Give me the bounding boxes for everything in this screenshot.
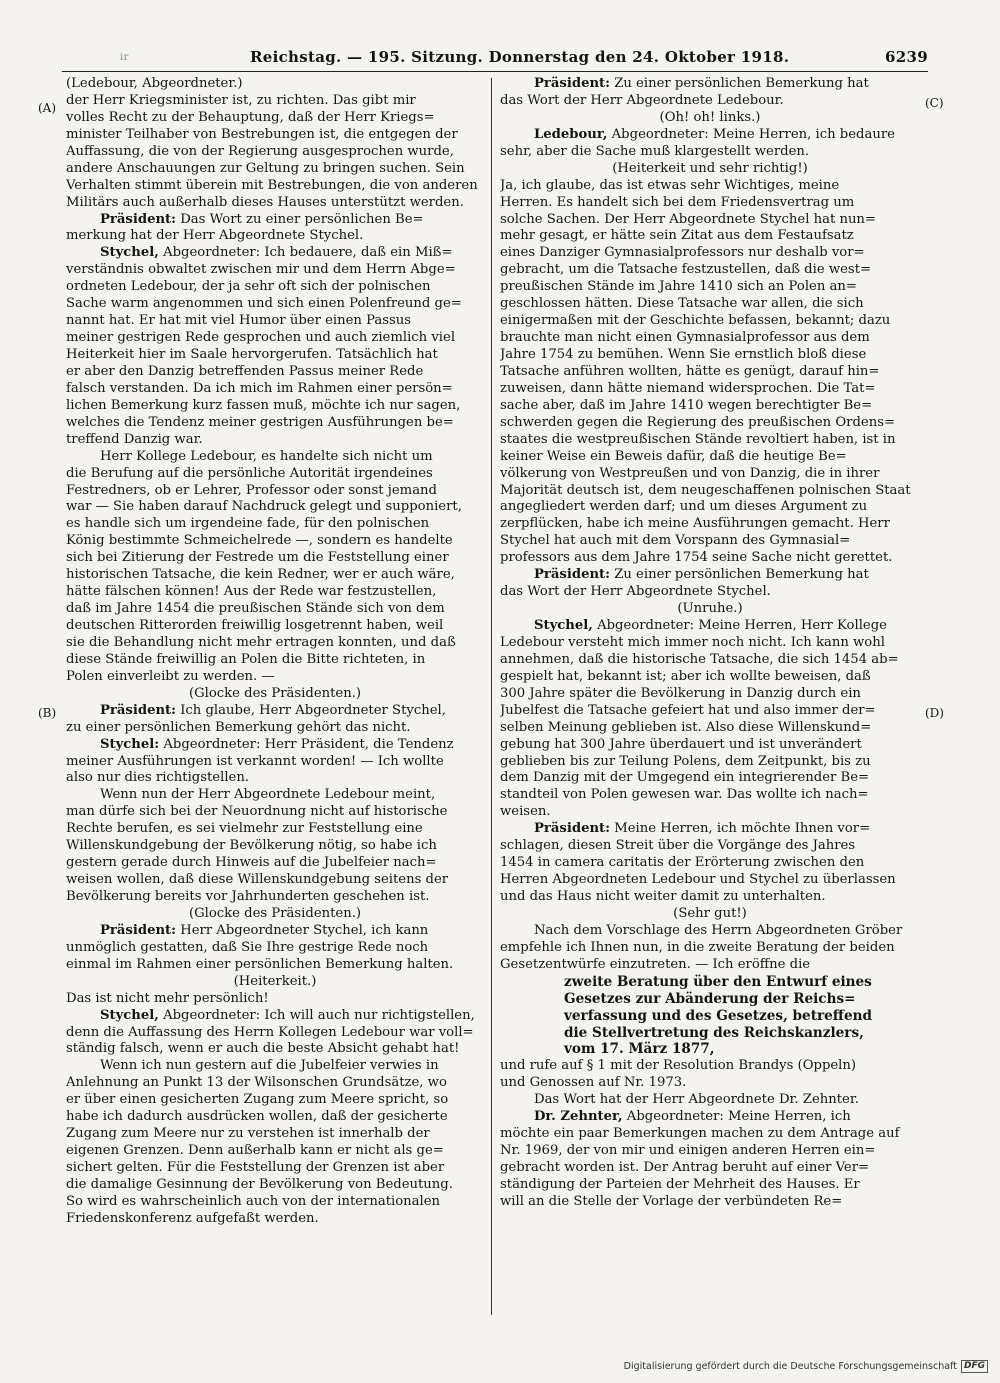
text-line: Polen einverleibt zu werden. — <box>66 668 275 684</box>
text-line: merkung hat der Herr Abgeordnete Stychel. <box>66 228 364 244</box>
right-column <box>500 76 920 1211</box>
text-line: falsch verstanden. Da ich mich im Rahmen einer persön= <box>66 380 453 396</box>
margin-letter-c: (C) <box>925 96 944 110</box>
text-line: eigenen Grenzen. Denn außerhalb kann er nicht als ge= <box>66 1143 444 1159</box>
text-line: minister Teilhaber von Bestrebungen ist, die entgegen der <box>66 126 458 142</box>
text-line: sache aber, daß im Jahre 1410 wegen berechtigter Be= <box>500 397 873 413</box>
text-line: Stychel, Abgeordneter: Ich bedauere, daß ein Miß= <box>100 245 453 261</box>
text-line: Zugang zum Meere nur zu verstehen ist innerhalb der <box>66 1126 430 1142</box>
text-line: diese Stände freiwillig an Polen die Bitte richteten, in <box>66 651 426 667</box>
text-line: Präsident: Herr Abgeordneter Stychel, ich kann <box>100 922 429 938</box>
text-line: daß im Jahre 1454 die preußischen Stände sich von dem <box>66 601 445 617</box>
speaker-name: Präsident: <box>534 567 611 583</box>
text-line: Stychel hat auch mit dem Vorspann des Gymnasial= <box>500 533 851 549</box>
text-line: Friedenskonferenz aufgefaßt werden. <box>66 1210 319 1226</box>
text-line: Präsident: Meine Herren, ich möchte Ihnen vor= <box>534 821 871 837</box>
text-line: schlagen, diesen Streit über die Vorgänge des Jahres <box>500 838 856 854</box>
text-line: Heiterkeit hier im Saale hervorgerufen. Tatsächlich hat <box>66 347 438 362</box>
text-line: keiner Weise ein Beweis dafür, daß die heutige Be= <box>500 448 847 464</box>
text-line: nannt hat. Er hat mit viel Humor über einen Passus <box>66 313 412 329</box>
text-line: ständigung der Parteien der Mehrheit des Hauses. Er <box>500 1176 860 1192</box>
margin-letter-b: (B) <box>38 706 57 720</box>
text-line: schwerden gegen die Regierung des preußischen Ordens= <box>500 414 896 430</box>
text-line: Rechte berufen, es sei vielmehr zur Feststellung eine <box>66 821 423 837</box>
page-mark: ir <box>120 52 129 63</box>
text-line: ständig falsch, wenn er auch die beste Absicht gehabt hat! <box>66 1041 460 1057</box>
text-line: preußischen Stände im Jahre 1410 sich an Polen an= <box>500 279 857 295</box>
text-line: annehmen, daß die historische Tatsache, die sich 1454 ab= <box>500 651 899 667</box>
text-line: solche Sachen. Der Herr Abgeordnete Stychel hat nun= <box>500 211 876 227</box>
funding-footer <box>624 1360 988 1373</box>
text-line: und das Haus nicht weiter damit zu unterhalten. <box>500 889 826 904</box>
text-line: und Genossen auf Nr. 1973. <box>500 1075 687 1091</box>
text-line: welches die Tendenz meiner gestrigen Ausführungen be= <box>66 414 454 430</box>
text-line: brauchte man nicht einen Gymnasialprofessor aus dem <box>500 330 870 346</box>
speaker-name: Stychel: <box>100 736 160 752</box>
text-line: zuweisen, dann hätte niemand widersprochen. Die Tat= <box>500 380 876 396</box>
text-line: will an die Stelle der Vorlage der verbündeten Re= <box>500 1193 843 1209</box>
text-line: Gesetzentwürfe einzutreten. — Ich eröffne die <box>500 956 811 972</box>
text-line: die Berufung auf die persönliche Autorität irgendeines <box>66 465 433 481</box>
text-line: volles Recht zu der Behauptung, daß der Herr Kriegs= <box>66 109 435 125</box>
text-line: gebracht, um die Tatsache festzustellen, daß die west= <box>500 262 872 278</box>
text-line: weisen. <box>500 804 551 820</box>
speaker-name: Stychel, <box>100 1007 159 1023</box>
text-line: meiner gestrigen Rede gesprochen und auch ziemlich viel <box>66 330 456 346</box>
text-line: er über einen gesicherten Zugang zum Meere spricht, so <box>66 1092 449 1108</box>
text-line: Herren. Es handelt sich bei dem Friedensvertrag um <box>500 194 855 210</box>
text-line: Anlehnung an Punkt 13 der Wilsonschen Grundsätze, wo <box>66 1075 447 1091</box>
text-line: gebung hat 300 Jahre überdauert und ist unverändert <box>500 736 862 752</box>
text-line: andere Anschauungen zur Geltung zu bringen suchen. Sein <box>66 160 465 176</box>
text-line: weisen wollen, daß diese Willenskundgebung seitens der <box>66 872 449 888</box>
text-line: (Glocke des Präsidenten.) <box>188 685 362 701</box>
speaker-name: Präsident: <box>100 702 177 718</box>
margin-letter-d: (D) <box>925 706 944 720</box>
footer-text: Digitalisierung gefördert durch die Deutsche Forschungsgemeinschaft <box>623 1361 957 1372</box>
text-line: eines Danziger Gymnasialprofessors nur deshalb vor= <box>500 245 865 261</box>
text-line: (Oh! oh! links.) <box>659 109 761 125</box>
speaker-name: Dr. Zehnter, <box>534 1109 623 1125</box>
text-line: ordneten Ledebour, der ja sehr oft sich der polnischen <box>66 279 431 295</box>
running-header <box>62 48 928 70</box>
text-line: Wenn ich nun gestern auf die Jubelfeier verwies in <box>100 1058 439 1074</box>
text-line: sich bei Zitierung der Festrede um die Feststellung einer <box>66 550 449 566</box>
text-line: Herr Kollege Ledebour, es handelte sich nicht um <box>100 448 433 464</box>
text-line: sehr, aber die Sache muß klargestellt werden. <box>500 143 810 159</box>
text-line: Wenn nun der Herr Abgeordnete Ledebour meint, <box>100 787 436 803</box>
text-line: angegliedert werden darf; und um dieses Argument zu <box>500 499 868 515</box>
text-line: gestern gerade durch Hinweis auf die Jubelfeier nach= <box>66 855 437 871</box>
left-column <box>66 76 484 1228</box>
text-line: Das ist nicht mehr persönlich! <box>66 990 269 1006</box>
speaker-name: Präsident: <box>534 76 611 91</box>
text-line: gebracht worden ist. Der Antrag beruht auf einer Ver= <box>500 1160 870 1175</box>
text-line: (Heiterkeit und sehr richtig!) <box>612 160 808 176</box>
text-line: Willenskundgebung der Bevölkerung nötig, so habe ich <box>66 838 437 854</box>
text-line: Jubelfest die Tatsache gefeiert hat und also immer der= <box>500 702 876 718</box>
text-line: unmöglich gestatten, daß Sie Ihre gestrige Rede noch <box>66 939 429 955</box>
text-line: Präsident: Das Wort zu einer persönlichen Be= <box>100 211 424 227</box>
text-line: Präsident: Ich glaube, Herr Abgeordneter Stychel, <box>100 702 446 718</box>
text-line: (Ledebour, Abgeordneter.) <box>66 76 243 91</box>
speaker-name: Stychel, <box>534 618 593 633</box>
text-line: Präsident: Zu einer persönlichen Bemerkung hat <box>534 567 869 583</box>
header-rule <box>62 71 928 72</box>
text-line: Das Wort hat der Herr Abgeordnete Dr. Zehnter. <box>534 1092 859 1108</box>
text-line: sie die Behandlung nicht mehr ertragen konnten, und daß <box>66 634 456 650</box>
text-line: Stychel, Abgeordneter: Meine Herren, Herr Kollege <box>534 618 887 633</box>
text-line: (Heiterkeit.) <box>233 973 317 989</box>
speaker-name: Präsident: <box>100 922 177 938</box>
text-line: empfehle ich Ihnen nun, in die zweite Beratung der beiden <box>500 939 895 955</box>
text-line: zerpflücken, habe ich meine Ausführungen gemacht. Herr <box>500 516 890 532</box>
text-line: lichen Bemerkung kurz fassen muß, möchte ich nur sagen, <box>66 397 461 413</box>
text-line: Jahre 1754 zu bemühen. Wenn Sie ernstlich bloß diese <box>500 347 867 362</box>
text-line: dem Danzig mit der Umgegend ein integrierender Be= <box>500 770 870 786</box>
text-line: geschlossen hätten. Diese Tatsache war allen, die sich <box>500 296 864 312</box>
text-line: die damalige Gesinnung der Bevölkerung von Bedeutung. <box>66 1176 453 1192</box>
text-line: man dürfe sich bei der Neuordnung nicht auf historische <box>66 804 448 820</box>
text-line: vom 17. März 1877, <box>564 1041 715 1058</box>
text-line: Ledebour versteht mich immer noch nicht. Ich kann wohl <box>500 634 885 650</box>
text-line: Tatsache anführen wollten, hätte es genügt, darauf hin= <box>500 363 880 379</box>
text-line: (Sehr gut!) <box>673 905 747 921</box>
text-line: das Wort der Herr Abgeordnete Ledebour. <box>500 92 784 108</box>
text-line: treffend Danzig war. <box>66 431 203 447</box>
text-line: Nr. 1969, der von mir und einigen anderen Herren ein= <box>500 1143 876 1159</box>
text-line: (Glocke des Präsidenten.) <box>188 905 362 921</box>
text-line: Stychel, Abgeordneter: Ich will auch nur richtigstellen, <box>100 1007 475 1023</box>
text-line: Dr. Zehnter, Abgeordneter: Meine Herren, ich <box>534 1109 851 1125</box>
text-line: möchte ein paar Bemerkungen machen zu dem Antrage auf <box>500 1126 900 1142</box>
text-line: verständnis obwaltet zwischen mir und dem Herrn Abge= <box>66 262 456 278</box>
text-line: So wird es wahrscheinlich auch von der internationalen <box>66 1193 441 1209</box>
text-line: mehr gesagt, er hätte sein Zitat aus dem Festaufsatz <box>500 228 854 244</box>
speaker-name: Stychel, <box>100 245 159 261</box>
text-line: deutschen Ritterorden freiwillig losgetrennt haben, weil <box>66 618 444 633</box>
text-line: gespielt hat, bekannt ist; aber ich wollte beweisen, daß <box>500 668 871 684</box>
text-line: er aber den Danzig betreffenden Passus meiner Rede <box>66 363 424 379</box>
text-line: einmal im Rahmen einer persönlichen Bemerkung halten. <box>66 956 454 972</box>
text-line: einigermaßen mit der Geschichte befassen, bekannt; dazu <box>500 313 891 329</box>
speaker-name: Präsident: <box>100 211 177 227</box>
text-line: hätte fälschen können! Aus der Rede war festzustellen, <box>66 584 437 600</box>
dfg-logo: DFG <box>961 1360 988 1373</box>
text-line: (Unruhe.) <box>677 601 743 617</box>
text-line: Stychel: Abgeordneter: Herr Präsident, die Tendenz <box>100 736 454 752</box>
text-line: zweite Beratung über den Entwurf eines <box>564 973 872 990</box>
text-line: habe ich dadurch ausdrücken wollen, daß der gesicherte <box>66 1109 448 1125</box>
text-line: also nur dies richtigstellen. <box>66 770 250 786</box>
column-divider <box>491 78 492 1315</box>
text-line: 1454 in camera caritatis der Erörterung zwischen den <box>500 855 865 871</box>
text-line: zu einer persönlichen Bemerkung gehört das nicht. <box>66 719 411 735</box>
text-line: professors aus dem Jahre 1754 seine Sache nicht gerettet. <box>500 550 893 566</box>
text-line: standteil von Polen gewesen war. Das wollte ich nach= <box>500 787 869 803</box>
page-number: 6239 <box>885 48 928 66</box>
text-line: 300 Jahre später die Bevölkerung in Danzig durch ein <box>500 685 861 701</box>
text-line: denn die Auffassung des Herrn Kollegen Ledebour war voll= <box>66 1024 474 1040</box>
text-line: Auffassung, die von der Regierung ausgesprochen wurde, <box>66 143 454 159</box>
text-line: Festredners, ob er Lehrer, Professor oder sonst jemand <box>66 482 437 498</box>
text-line: die Stellvertretung des Reichskanzlers, <box>564 1024 864 1041</box>
speaker-name: Präsident: <box>534 821 611 837</box>
text-line: Militärs auch außerhalb dieses Hauses unterstützt werden. <box>66 194 464 210</box>
text-line: sichert gelten. Für die Feststellung der Grenzen ist aber <box>66 1160 445 1175</box>
text-line: selben Meinung geblieben ist. Also diese Willenskund= <box>500 719 872 735</box>
text-line: Nach dem Vorschlage des Herrn Abgeordneten Gröber <box>534 922 903 938</box>
margin-letter-a: (A) <box>38 101 57 115</box>
text-line: staates die westpreußischen Stände revoltiert haben, ist in <box>500 431 896 447</box>
text-line: historischen Tatsache, die kein Redner, wer er auch wäre, <box>66 567 455 583</box>
running-title: Reichstag. — 195. Sitzung. Donnerstag den 24. Oktober 1918. <box>250 48 790 66</box>
text-line: König bestimmte Schmeichelrede —, sondern es handelte <box>66 533 453 549</box>
text-line: das Wort der Herr Abgeordnete Stychel. <box>500 584 771 600</box>
text-line: meiner Ausführungen ist verkannt worden! — Ich wollte <box>66 753 444 769</box>
text-line: Verhalten stimmt überein mit Bestrebungen, die von anderen <box>66 177 478 193</box>
text-line: Ledebour, Abgeordneter: Meine Herren, ich bedaure <box>534 126 895 142</box>
text-line: war — Sie haben darauf Nachdruck gelegt und supponiert, <box>66 499 462 515</box>
text-line: völkerung von Westpreußen und von Danzig, die in ihrer <box>500 465 880 481</box>
text-line: Ja, ich glaube, das ist etwas sehr Wichtiges, meine <box>500 177 840 193</box>
speaker-name: Ledebour, <box>534 126 608 142</box>
text-line: Herren Abgeordneten Ledebour und Stychel zu überlassen <box>500 872 896 888</box>
text-line: Gesetzes zur Abänderung der Reichs= <box>564 990 856 1007</box>
text-line: der Herr Kriegsminister ist, zu richten. Das gibt mir <box>66 92 416 108</box>
text-line: Sache warm angenommen und sich einen Polenfreund ge= <box>66 296 462 312</box>
text-line: Bevölkerung bereits vor Jahrhunderten geschehen ist. <box>66 889 430 904</box>
text-line: es handle sich um irgendeine fade, für den polnischen <box>66 516 430 532</box>
text-line: Präsident: Zu einer persönlichen Bemerkung hat <box>534 76 869 91</box>
text-line: und rufe auf § 1 mit der Resolution Brandys (Oppeln) <box>500 1058 857 1074</box>
text-line: Majorität deutsch ist, dem neugeschaffenen polnischen Staat <box>500 482 911 498</box>
text-line: geblieben bis zur Teilung Polens, dem Zeitpunkt, bis zu <box>500 753 871 769</box>
text-line: verfassung und des Gesetzes, betreffend <box>564 1007 872 1024</box>
